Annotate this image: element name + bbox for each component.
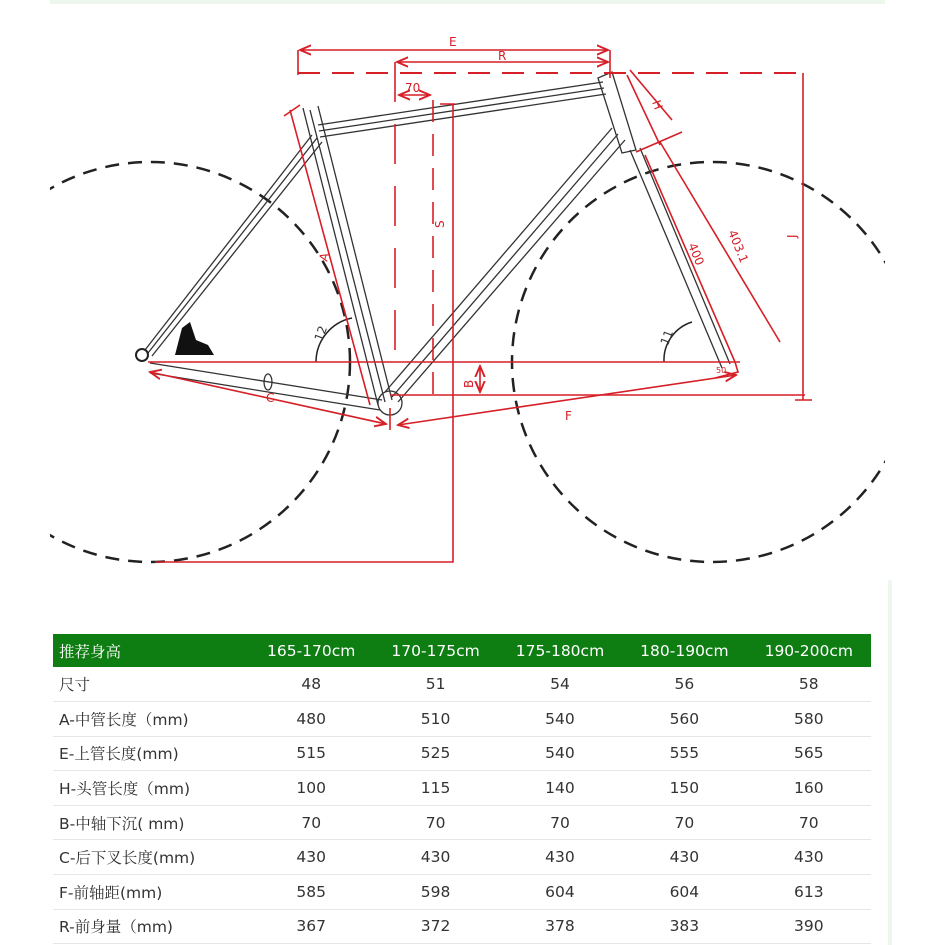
table-cell: 372 — [420, 917, 451, 936]
header-col: 175-180cm — [515, 641, 605, 660]
table-cell: 70 — [798, 813, 819, 832]
side-divider — [888, 580, 892, 945]
table-cell: 56 — [674, 675, 695, 694]
table-cell: 70 — [674, 813, 695, 832]
table-cell: 150 — [669, 779, 700, 798]
table-cell: 390 — [793, 917, 824, 936]
header-col: 165-170cm — [267, 641, 356, 660]
label-403-1: 403.1 — [725, 227, 752, 265]
table-cell: 70 — [425, 813, 446, 832]
table-cell: 58 — [798, 675, 819, 694]
head-tube — [598, 72, 636, 153]
label-B: B — [462, 379, 476, 388]
seat-angle-label: 12 — [311, 323, 331, 344]
table-cell: 140 — [545, 779, 575, 798]
table-row — [53, 840, 871, 875]
table-cell: 604 — [669, 882, 700, 901]
table-cell: 378 — [545, 917, 575, 936]
table-cell: 598 — [420, 882, 451, 901]
label-50: 50 — [716, 366, 727, 375]
header-col: 190-200cm — [764, 641, 853, 660]
table-cell: 100 — [296, 779, 326, 798]
label-H: H — [649, 98, 666, 112]
dimension-lines — [148, 50, 812, 562]
row-label: A-中管长度（mm) — [59, 710, 189, 729]
table-cell: 430 — [420, 848, 451, 867]
down-tube — [385, 128, 625, 402]
table-cell: 430 — [669, 848, 700, 867]
label-A: A — [316, 251, 333, 263]
table-cell: 555 — [669, 744, 700, 763]
row-label: R-前身量（mm) — [59, 918, 173, 937]
table-cell: 54 — [550, 675, 570, 694]
rear-axle — [136, 349, 148, 361]
table-cell: 70 — [550, 813, 570, 832]
label-400: 400 — [685, 240, 707, 268]
table-cell: 430 — [793, 848, 824, 867]
table-cell: 430 — [545, 848, 575, 867]
label-C: C — [266, 391, 275, 405]
header-col: 180-190cm — [640, 641, 729, 660]
label-R: R — [498, 49, 507, 63]
geometry-table — [53, 634, 871, 944]
table-cell: 160 — [793, 779, 824, 798]
row-label: E-上管长度(mm) — [59, 745, 179, 764]
header-height: 推荐身高 — [59, 642, 122, 661]
rear-dropout — [175, 322, 214, 355]
table-cell: 560 — [669, 709, 700, 728]
table-cell: 48 — [301, 675, 322, 694]
label-70: 70 — [405, 81, 421, 95]
row-label: F-前轴距(mm) — [59, 883, 163, 902]
table-row — [53, 909, 871, 944]
table-cell: 510 — [420, 709, 451, 728]
top-tube — [318, 82, 606, 137]
table-cell: 70 — [301, 813, 322, 832]
row-label: H-头管长度（mm) — [59, 780, 190, 799]
table-cell: 540 — [545, 744, 575, 763]
table-cell: 51 — [425, 675, 446, 694]
table-cell: 515 — [296, 744, 326, 763]
table-cell: 430 — [296, 848, 326, 867]
table-row — [53, 736, 871, 771]
table-cell: 383 — [669, 917, 700, 936]
row-label: B-中轴下沉( mm) — [59, 814, 185, 833]
table-row — [53, 667, 871, 702]
label-J: J — [785, 234, 799, 238]
row-label: 尺寸 — [59, 676, 91, 695]
label-F: F — [565, 409, 572, 423]
table-cell: 480 — [296, 709, 326, 728]
table-cell: 115 — [420, 779, 451, 798]
table-cell: 585 — [296, 882, 326, 901]
table-cell: 565 — [793, 744, 824, 763]
table-cell: 580 — [793, 709, 824, 728]
header-col: 170-175cm — [391, 641, 480, 660]
table-cell: 367 — [296, 917, 326, 936]
table-cell: 613 — [793, 882, 824, 901]
bike-frame — [145, 72, 730, 415]
table-cell: 604 — [545, 882, 575, 901]
table-row — [53, 875, 871, 910]
table-row — [53, 702, 871, 737]
table-row — [53, 805, 871, 840]
fork — [630, 148, 730, 368]
label-E: E — [449, 35, 457, 49]
table-cell: 525 — [420, 744, 451, 763]
seat-stay — [145, 135, 322, 356]
table-row — [53, 771, 871, 806]
label-S: S — [433, 220, 447, 228]
table-header-row — [53, 634, 871, 667]
row-label: C-后下叉长度(mm) — [59, 849, 196, 868]
table-cell: 540 — [545, 709, 575, 728]
head-angle-label: 11 — [657, 327, 677, 348]
